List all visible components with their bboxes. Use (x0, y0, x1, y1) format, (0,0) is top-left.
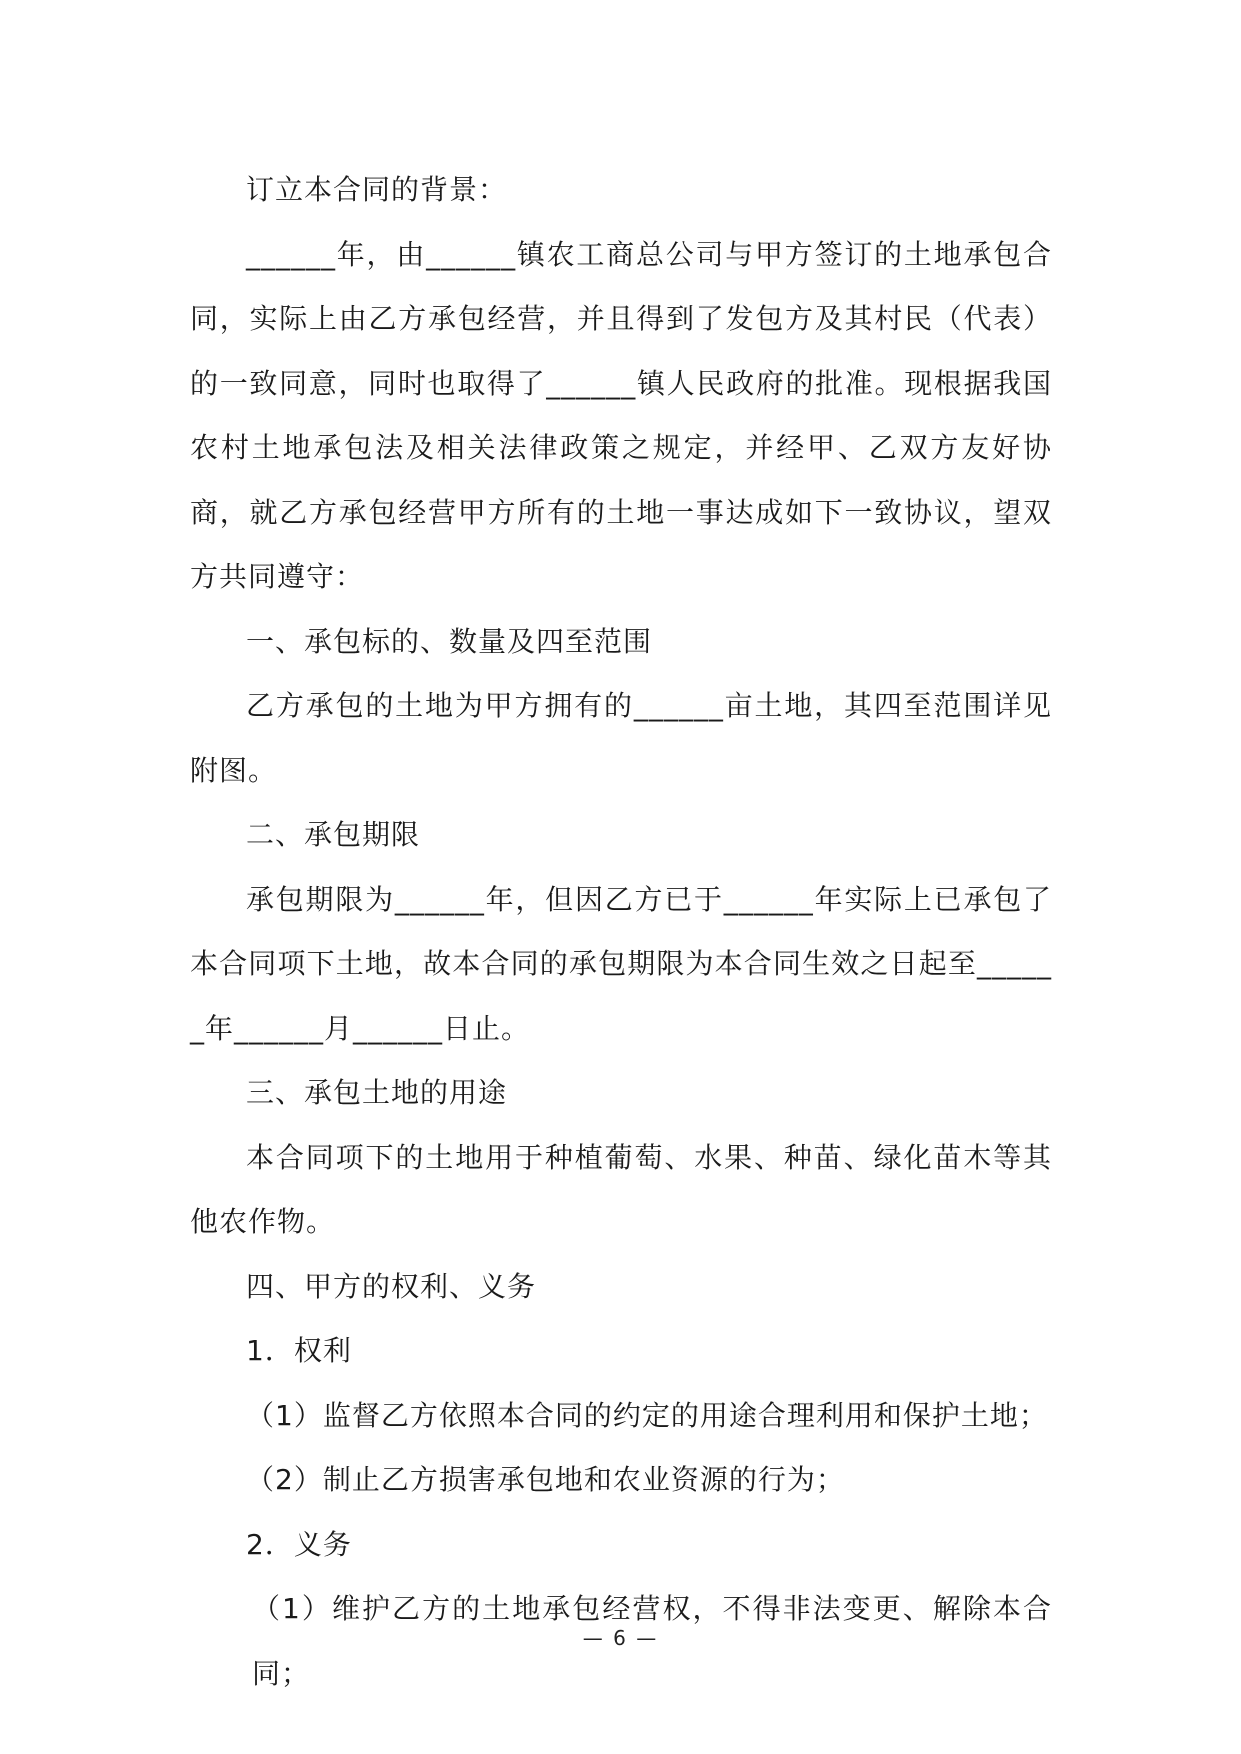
paragraph-term-text: 承包期限为______年，但因乙方已于______年实际上已承包了本合同项下土地，故本合同的承包期限为本合同生效之日起至______年______月______日止。 (190, 882, 1052, 1045)
paragraph-background-text: ______年，由______镇农工商总公司与甲方签订的土地承包合同，实际上由乙方承包经营，并且得到了发包方及其村民（代表）的一致同意，同时也取得了______镇人民政府的批准。现根据我国农村土地承包法及相关法律政策之规定，并经甲、乙双方友好协商，就乙方承包经营甲方所有的土地一事达成如下一致协议，望双方共同遵守： (190, 237, 1052, 593)
section-heading-term: 二、承包期限 (246, 818, 421, 851)
paragraph-subject-text: 乙方承包的土地为甲方拥有的______亩土地，其四至范围详见附图。 (190, 689, 1052, 787)
list-item-right-1: （1）监督乙方依照本合同的约定的用途合理利用和保护土地； (246, 1398, 1048, 1432)
subheading-rights: 1．权利 (246, 1334, 352, 1367)
list-item-right-2: （2）制止乙方损害承包地和农业资源的行为； (246, 1463, 845, 1496)
list-item-obligation-1: （1）维护乙方的土地承包经营权，不得非法变更、解除本合同； (252, 1592, 1052, 1690)
section-heading-subject: 一、承包标的、数量及四至范围 (246, 624, 653, 658)
document-body (190, 158, 1052, 1706)
subheading-obligations: 2．义务 (246, 1527, 352, 1561)
section-heading-usage: 三、承包土地的用途 (246, 1076, 508, 1109)
section-heading-party-a: 四、甲方的权利、义务 (246, 1269, 537, 1303)
page-number: — 6 — (582, 1626, 659, 1650)
paragraph-background-heading: 订立本合同的背景： (246, 173, 508, 206)
paragraph-usage-text: 本合同项下的土地用于种植葡萄、水果、种苗、绿化苗木等其他农作物。 (190, 1140, 1052, 1238)
